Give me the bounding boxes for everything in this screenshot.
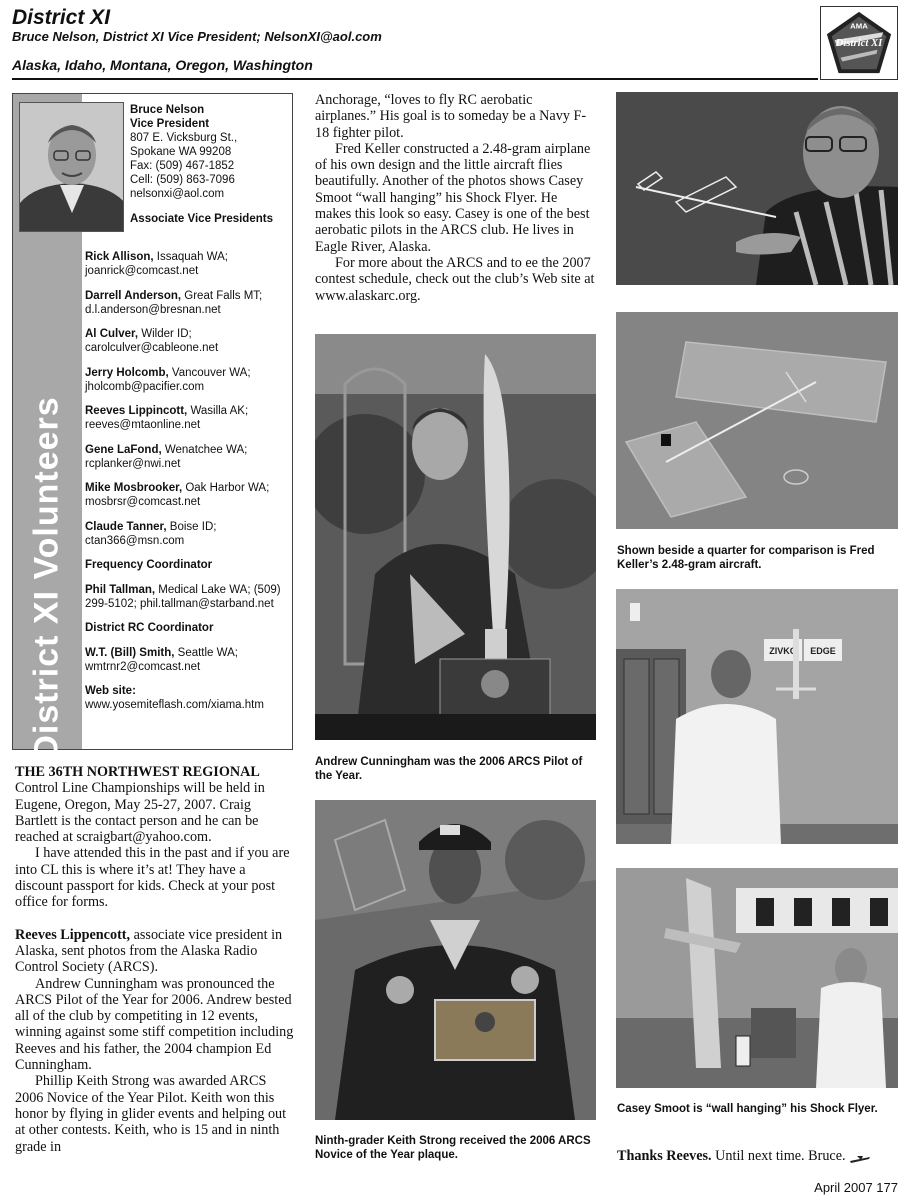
volunteer-name: Al Culver, <box>85 328 139 340</box>
paragraph: Fred Keller constructed a 2.48-gram airplane of his own design and the little aircraft flies beautifully. Another of the photos shows Casey Smoot “wall hanging” his Shock Flyer. He makes this look so easy. Casey is one of the best aerobatic pilots in the ARCS club. He lives in Eagle River, Alaska. <box>315 140 591 255</box>
volunteer-name: Claude Tanner, <box>85 520 167 533</box>
rc-coordinator <box>85 646 291 674</box>
vp-contact-block <box>130 103 290 226</box>
website-heading: Web site: <box>85 685 136 697</box>
photo-casey-gym <box>616 589 898 844</box>
frequency-coordinator <box>85 583 291 611</box>
volunteer-entry <box>85 404 291 432</box>
closing-signoff <box>617 1148 902 1165</box>
volunteer-name: Darrell Anderson, <box>85 289 182 302</box>
freq-detail: Medical Lake WA; (509) 299-5102; phil.tallman@starband.net <box>85 583 281 610</box>
volunteer-entry <box>85 366 291 394</box>
volunteer-list <box>85 250 291 712</box>
page-footer: April 2007 177 <box>814 1180 898 1195</box>
caption-keith: Ninth-grader Keith Strong received the 2006 ARCS Novice of the Year plaque. <box>315 1135 591 1161</box>
avp-heading: Associate Vice Presidents <box>130 213 273 225</box>
paragraph-text: associate vice president in Alaska, sent photos from the Alaska Radio Control Society (ARCS). <box>15 926 283 976</box>
logo-ama-text: AMA <box>850 21 868 31</box>
article-column-2 <box>315 92 597 304</box>
volunteer-name: Rick Allison, <box>85 251 154 263</box>
volunteer-detail: Oak Harbor WA; mosbrsr@comcast.net <box>85 482 270 508</box>
logo-district-text: District XI <box>835 36 883 49</box>
rc-coordinator-heading: District RC Coordinator <box>85 622 214 634</box>
volunteer-detail: Wilder ID; carolculver@cableone.net <box>85 328 219 354</box>
paragraph: I have attended this in the past and if you are into CL this is where it’s at! They have a discount passport for kids. Check at your post office for forms. <box>15 845 290 911</box>
volunteer-entry <box>85 443 291 471</box>
paragraph <box>15 927 295 976</box>
volunteer-detail: Great Falls MT; d.l.anderson@bresnan.net <box>85 289 263 316</box>
district-title: District XI <box>12 6 111 29</box>
website-link[interactable]: www.yosemiteflash.com/xiama.htm <box>85 699 264 711</box>
vp-name: Bruce Nelson <box>130 104 205 116</box>
sign-right-text: EDGE <box>810 646 836 656</box>
volunteers-sidebar <box>12 93 293 760</box>
reeves-lead: Reeves Lippencott, <box>15 926 131 943</box>
vp-cell: Cell: (509) 863-7096 <box>130 174 235 186</box>
volunteer-name: Mike Mosbrooker, <box>85 482 183 494</box>
freq-name: Phil Tallman, <box>85 583 156 596</box>
vp-address-line2: Spokane WA 99208 <box>130 146 232 158</box>
paragraph <box>15 764 295 845</box>
article-lead: THE 36TH NORTHWEST REGIONAL <box>15 764 260 780</box>
district-states: Alaska, Idaho, Montana, Oregon, Washington <box>12 57 313 73</box>
volunteer-name: Reeves Lippincott, <box>85 405 188 417</box>
caption-andrew: Andrew Cunningham was the 2006 ARCS Pilot of the Year. <box>315 756 583 782</box>
caption-keller: Shown beside a quarter for comparison is Fred Keller’s 2.48-gram aircraft. <box>617 545 875 571</box>
ama-mini-logo-icon <box>849 1152 871 1162</box>
district-subtitle: Bruce Nelson, District XI Vice President; NelsonXI@aol.com <box>12 29 382 44</box>
paragraph: Anchorage, “loves to fly RC aerobatic airplanes.” His goal is to someday be a Navy F-18 fighter pilot. <box>315 92 587 141</box>
volunteer-detail: Wenatchee WA; rcplanker@nwi.net <box>85 443 248 470</box>
volunteer-name: Jerry Holcomb, <box>85 366 169 379</box>
article-column-1 <box>15 764 295 1155</box>
volunteer-detail: Vancouver WA; jholcomb@pacifier.com <box>85 366 251 393</box>
vp-fax: Fax: (509) 467-1852 <box>130 160 235 172</box>
caption-casey: Casey Smoot is “wall hanging” his Shock Flyer. <box>617 1103 878 1115</box>
photo-keller-holding-plane <box>616 92 898 285</box>
vp-title: Vice President <box>130 118 210 130</box>
rc-detail: Seattle WA; wmtrnr2@comcast.net <box>85 646 238 673</box>
photo-casey-wall-hanging <box>616 868 898 1088</box>
vp-email[interactable]: nelsonxi@aol.com <box>130 188 225 200</box>
paragraph-text: Control Line Championships will be held in Eugene, Oregon, May 25-27, 2007. Craig Bartlett is the contact person and he can be reached at scraigbart@yahoo.com. <box>15 780 265 846</box>
closing-text: Until next time. Bruce. <box>711 1148 846 1164</box>
volunteer-entry <box>85 327 291 355</box>
ama-district-logo <box>820 6 898 80</box>
volunteer-name: Gene LaFond, <box>85 443 162 456</box>
volunteer-entry <box>85 289 291 317</box>
volunteer-entry <box>85 520 291 548</box>
paragraph: For more about the ARCS and to ee the 2007 contest schedule, check out the club’s Web site at www.alaskarc.org. <box>315 254 595 304</box>
volunteer-entry <box>85 481 291 509</box>
page-header <box>12 6 812 44</box>
paragraph: Andrew Cunningham was pronounced the ARCS Pilot of the Year for 2006. Andrew bested all of the club by competiting in 12 events, winning against some stiff competition including Reeves and his father, the 2004 champion Ed Cunningham. <box>15 975 294 1074</box>
volunteer-detail: Boise ID; ctan366@msn.com <box>85 520 217 547</box>
paragraph: Phillip Keith Strong was awarded ARCS 2006 Novice of the Year Pilot. Keith won this honor by flying in glider events and helping out at other contests. Keith, who is 15 and in ninth grade in <box>15 1073 287 1155</box>
volunteer-detail: Issaquah WA; joanrick@comcast.net <box>85 251 228 277</box>
photo-keller-aircraft-quarter <box>616 312 898 529</box>
sign-left-text: ZIVKO <box>769 646 797 656</box>
photo-keith-plaque <box>315 800 596 1120</box>
header-rule <box>12 78 818 80</box>
volunteer-entry <box>85 250 291 278</box>
volunteers-band-label: District XI Volunteers <box>27 396 66 760</box>
vp-address-line1: 807 E. Vicksburg St., <box>130 132 238 144</box>
frequency-heading: Frequency Coordinator <box>85 559 213 571</box>
volunteer-detail: Wasilla AK; reeves@mtaonline.net <box>85 405 249 431</box>
rc-name: W.T. (Bill) Smith, <box>85 646 175 659</box>
closing-lead: Thanks Reeves. <box>617 1148 712 1164</box>
photo-andrew-trophy <box>315 334 596 740</box>
bruce-nelson-portrait <box>19 102 124 232</box>
